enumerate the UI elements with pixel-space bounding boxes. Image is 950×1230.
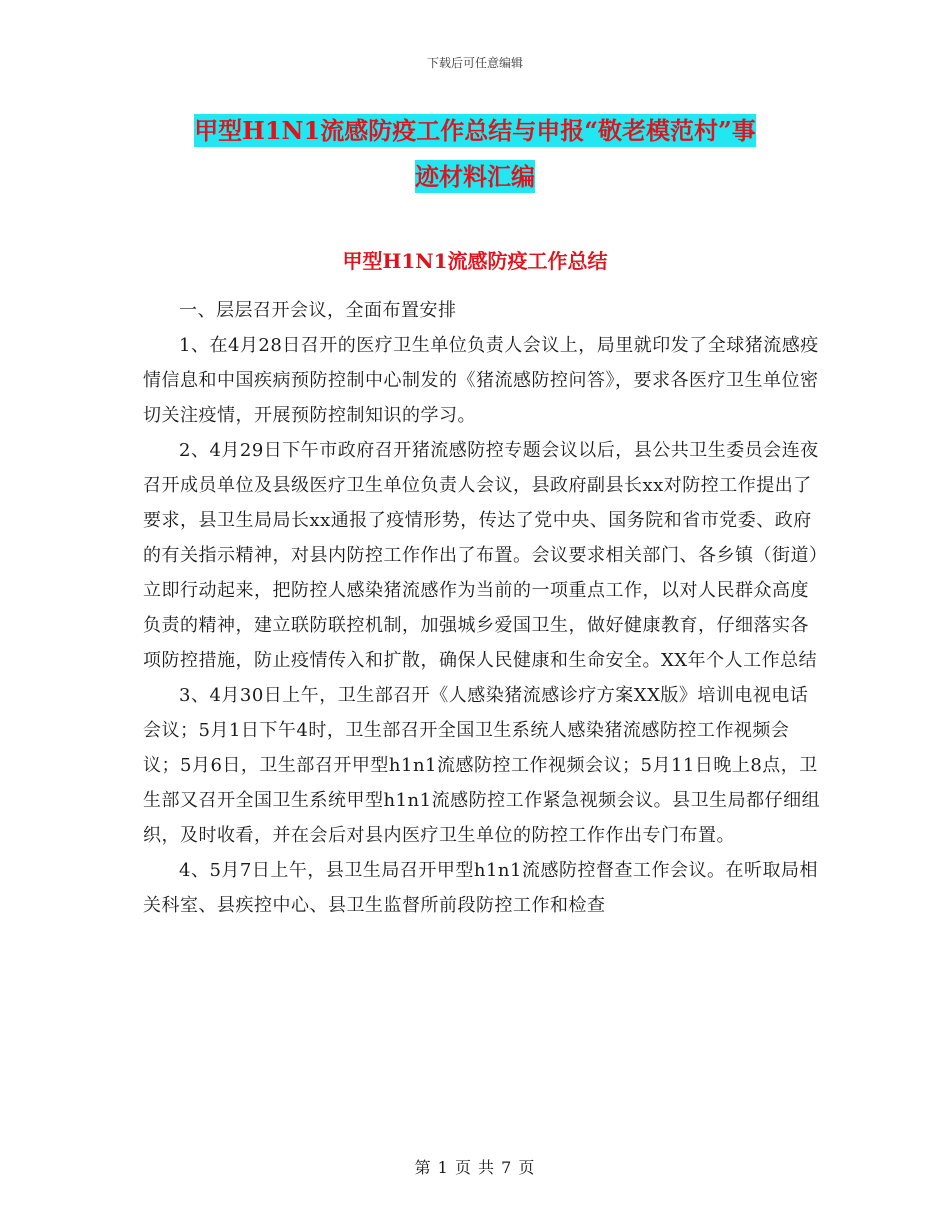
section-title: 甲型H1N1流感防疫工作总结 (342, 249, 608, 273)
page-header: 下载后可任意编辑 (426, 56, 523, 70)
paragraph: 1、在4月28日召开的医疗卫生单位负责人会议上，局里就印发了全球猪流感疫情信息和中国疾病预防控制中心制发的《猪流感防控问答》，要求各医疗卫生单位密切关注疫情，开展预防控制知识的学习。 (143, 335, 819, 426)
body-text (143, 293, 823, 923)
page-footer: 第 1 页 共 7 页 (414, 1158, 536, 1177)
document-title-line-2: 迹材料汇编 (415, 162, 535, 191)
document-title (140, 108, 810, 200)
paragraph-heading: 一、层层召开会议，全面布置安排 (179, 300, 457, 321)
document-title-line-1: 甲型H1N1流感防疫工作总结与申报“敬老模范村”事 (194, 116, 756, 145)
paragraph: 3、4月30日上午，卫生部召开《人感染猪流感诊疗方案XX版》培训电视电话会议；5月1日下午4时，卫生部召开全国卫生系统人感染猪流感防控工作视频会议；5月6日，卫生部召开甲型h1n1流感防控工作视频会议；5月11日晚上8点，卫生部又召开全国卫生系统甲型h1n1流感防控工作紧急视频会议。县卫生局都仔细组织，及时收看，并在会后对县内医疗卫生单位的防控工作作出专门布置。 (143, 685, 821, 846)
paragraph: 2、4月29日下午市政府召开猪流感防控专题会议以后，县公共卫生委员会连夜召开成员单位及县级医疗卫生单位负责人会议，县政府副县长xx对防控工作提出了要求，县卫生局局长xx通报了疫情形势，传达了党中央、国务院和省市党委、政府的有关指示精神，对县内防控工作作出了布置。会议要求相关部门、各乡镇（街道）立即行动起来，把防控人感染猪流感作为当前的一项重点工作，以对人民群众高度负责的精神，建立联防联控机制，加强城乡爱国卫生，做好健康教育，仔细落实各项防控措施，防止疫情传入和扩散，确保人民健康和生命安全。XX年个人工作总结 (143, 440, 819, 671)
paragraph: 4、5月7日上午，县卫生局召开甲型h1n1流感防控督查工作会议。在听取局相关科室、县疾控中心、县卫生监督所前段防控工作和检查 (143, 860, 818, 916)
